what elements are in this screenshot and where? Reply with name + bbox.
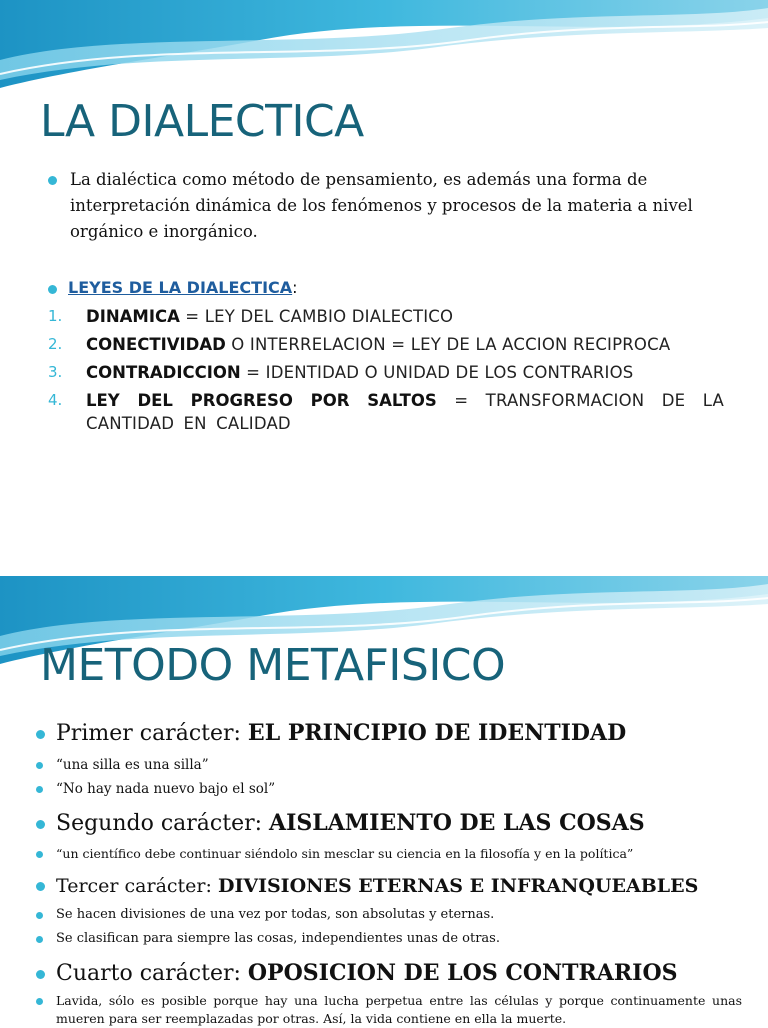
character-1 <box>36 718 756 749</box>
example-text: Se hacen divisiones de una vez por todas, son absolutas y eternas. <box>56 907 495 922</box>
character-2 <box>36 808 756 839</box>
list-number: 2. <box>48 335 63 353</box>
bullet-dot-icon <box>36 730 45 739</box>
bullet-dot-icon <box>36 970 45 979</box>
list-item <box>48 333 724 356</box>
bullet-dot-icon <box>36 762 43 769</box>
list-item <box>48 305 724 328</box>
character-label: Cuarto carácter: <box>56 961 248 986</box>
bullet-dot-icon <box>36 820 45 829</box>
example-text: Se clasifican para siempre las cosas, independientes unas de otras. <box>56 931 500 946</box>
bullet-dot-icon <box>36 851 43 858</box>
character-3 <box>36 871 756 901</box>
intro-bullet <box>48 167 728 245</box>
law-name: CONECTIVIDAD <box>86 335 226 354</box>
example-text: “una silla es una silla” <box>56 757 209 773</box>
bullet-dot-icon <box>48 176 57 185</box>
character-4-example-1 <box>36 992 742 1028</box>
law-desc: O INTERRELACION = LEY DE LA ACCION RECIPROCA <box>225 335 671 354</box>
law-desc: = TRANSFORMACION DE LA CANTIDAD EN CALIDAD <box>86 391 724 433</box>
wave-banner-top <box>0 0 768 90</box>
character-3-example-2 <box>36 928 756 950</box>
character-name: AISLAMIENTO DE LAS COSAS <box>269 810 645 836</box>
intro-text: La dialéctica como método de pensamiento, es además una forma de interpretación dinámica de los fenómenos y procesos de la materia a nivel orgánico e inorgánico. <box>70 170 693 241</box>
leyes-colon: : <box>292 278 298 297</box>
laws-list <box>48 305 724 440</box>
bullet-dot-icon <box>36 786 43 793</box>
list-number: 1. <box>48 307 63 325</box>
character-1-example-1 <box>36 754 756 776</box>
example-text: “No hay nada nuevo bajo el sol” <box>56 781 276 797</box>
character-name: DIVISIONES ETERNAS E INFRANQUEABLES <box>217 875 699 897</box>
list-item <box>48 361 724 384</box>
example-text: Lavida, sólo es posible porque hay una lucha perpetua entre las células y porque continuamente unas mueren para ser reemplazadas por otras. Así, la vida contiene en ella la muerte. <box>56 993 742 1026</box>
law-name: LEY DEL PROGRESO POR SALTOS <box>86 391 437 410</box>
list-item <box>48 389 724 435</box>
character-name: EL PRINCIPIO DE IDENTIDAD <box>247 720 627 746</box>
bullet-dot-icon <box>36 912 43 919</box>
law-desc: = IDENTIDAD O UNIDAD DE LOS CONTRARIOS <box>240 363 634 382</box>
character-name: OPOSICION DE LOS CONTRARIOS <box>247 960 678 986</box>
law-name: CONTRADICCION <box>86 363 241 382</box>
character-2-example-1 <box>36 843 756 865</box>
character-1-example-2 <box>36 778 756 800</box>
slide-gap <box>0 560 768 576</box>
leyes-link[interactable]: LEYES DE LA DIALECTICA <box>68 278 293 297</box>
law-desc: = LEY DEL CAMBIO DIALECTICO <box>179 307 454 326</box>
character-label: Primer carácter: <box>56 721 248 746</box>
bullet-dot-icon <box>36 882 45 891</box>
character-3-example-1 <box>36 904 756 926</box>
character-label: Segundo carácter: <box>56 811 270 836</box>
leyes-heading <box>48 278 298 297</box>
bullet-dot-icon <box>48 285 57 294</box>
character-label: Tercer carácter: <box>56 875 218 897</box>
character-4 <box>36 958 756 989</box>
bullet-dot-icon <box>36 998 43 1005</box>
bullet-dot-icon <box>36 936 43 943</box>
page-title: LA DIALECTICA <box>40 96 364 147</box>
law-name: DINAMICA <box>86 307 180 326</box>
example-text: “un científico debe continuar siéndolo sin mesclar su ciencia en la filosofía y en la política” <box>56 846 634 861</box>
list-number: 4. <box>48 391 63 409</box>
list-number: 3. <box>48 363 63 381</box>
section-title: METODO METAFISICO <box>40 640 506 691</box>
